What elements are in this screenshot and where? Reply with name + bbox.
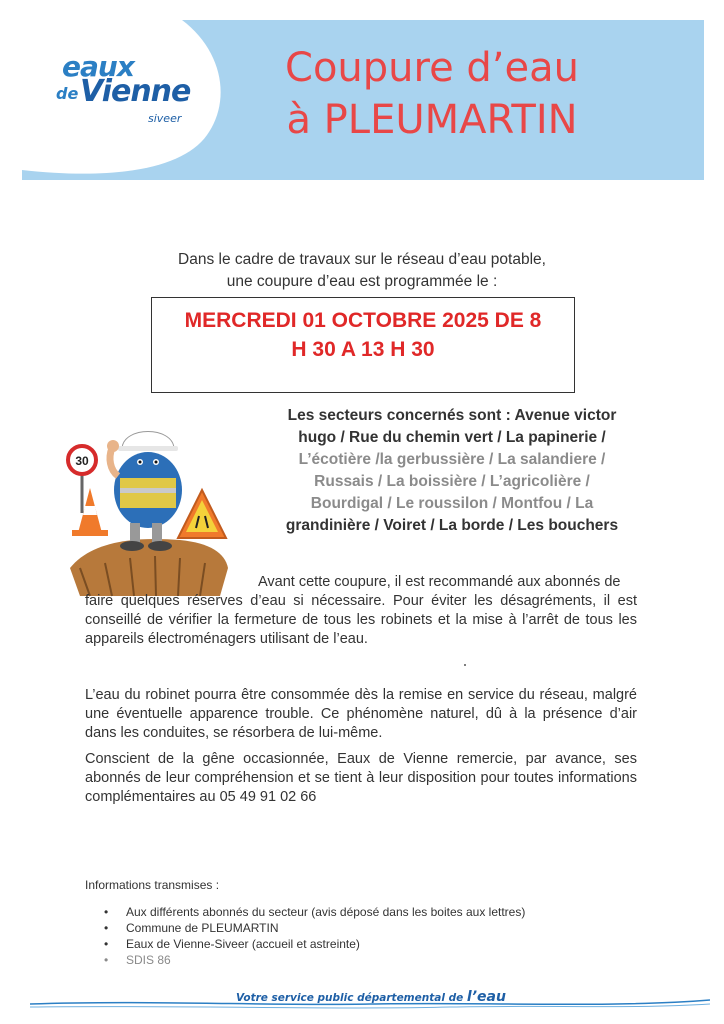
bullet-icon: • <box>104 921 109 935</box>
list-item: • Commune de PLEUMARTIN <box>104 921 279 935</box>
info-list <box>104 904 624 968</box>
logo-vienne: Vienne <box>80 74 191 109</box>
logo-siveer: siveer <box>148 112 182 125</box>
title-line-2: à PLEUMARTIN <box>286 97 578 143</box>
stray-dot <box>464 664 466 666</box>
logo-eaux: eaux <box>62 50 134 83</box>
speed-sign-text: 30 <box>75 454 89 468</box>
paragraph-1-first-line: Avant cette coupure, il est recommandé aux abonnés de <box>258 574 621 590</box>
bullet-icon: • <box>104 905 109 919</box>
list-item: • SDIS 86 <box>104 953 171 967</box>
sectors-line-3: L’écotière /la gerbussière / La salandiere / <box>298 451 606 468</box>
footer-slogan <box>236 989 506 1005</box>
paragraph-water-quality: L’eau du robinet pourra être consommée dès la remise en service du réseau, malgré une éventuelle apparence trouble. Ce phénomène naturel, dû à la présence d’air dans les conduites, se résorbera de lui-même. <box>85 687 637 741</box>
sectors-line-1: Les secteurs concernés sont : Avenue victor <box>287 407 617 424</box>
intro-line-2: une coupure d’eau est programmée le : <box>226 273 498 290</box>
sectors-line-2: hugo / Rue du chemin vert / La papinerie / <box>298 429 606 446</box>
sectors-line-4: Russais / La boissière / L’agricolière / <box>314 473 590 490</box>
date-line-2: H 30 A 13 H 30 <box>291 338 435 361</box>
date-box <box>151 297 575 393</box>
list-item: • Eaux de Vienne-Siveer (accueil et astreinte) <box>104 937 360 951</box>
logo-de: de <box>56 84 79 103</box>
bullet-icon: • <box>104 937 109 951</box>
sectors-list <box>262 405 642 537</box>
info-title: Informations transmises : <box>85 878 220 892</box>
list-item: • Aux différents abonnés du secteur (avis déposé dans les boites aux lettres) <box>104 905 526 919</box>
footer-text: Votre service public départemental de <box>236 992 464 1004</box>
date-text <box>152 306 574 364</box>
sectors-line-6: grandinière / Voiret / La borde / Les bouchers <box>285 517 619 534</box>
page-title <box>212 42 652 146</box>
bullet-icon: • <box>104 953 109 967</box>
title-line-1: Coupure d’eau <box>285 45 579 91</box>
footer-emphasis: l’eau <box>466 989 506 1005</box>
worker-mascot-with-road-signs-icon <box>60 418 230 598</box>
paragraph-contact: Conscient de la gêne occasionnée, Eaux de Vienne remercie, par avance, ses abonnés de leur compréhension et se tient à leur disposition pour toutes informations complémentaires au 05 49 91 02 66 <box>85 751 637 805</box>
sectors-line-5: Bourdigal / Le roussilon / Montfou / La <box>310 495 594 512</box>
date-line-1: MERCREDI 01 OCTOBRE 2025 DE 8 <box>184 309 542 332</box>
paragraph-recommendations <box>85 573 637 649</box>
intro-line-1: Dans le cadre de travaux sur le réseau d’eau potable, <box>178 251 546 268</box>
intro-text <box>120 249 604 293</box>
eaux-de-vienne-logo <box>52 50 222 140</box>
header-band <box>22 20 704 180</box>
paragraph-1-rest: faire quelques réserves d’eau si nécessaire. Pour éviter les désagréments, il est conseillé de vérifier la fermeture de tous les robinets et la mise à l’arrêt de tous les appareils électroménagers utilisant de l’eau. <box>85 593 637 647</box>
